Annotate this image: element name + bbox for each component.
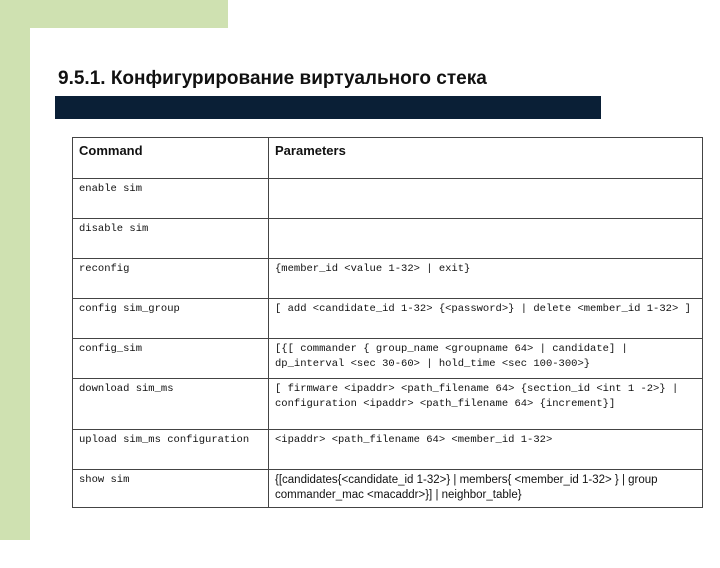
parameters-cell: {member_id <value 1-32> | exit} (269, 259, 703, 299)
table-row (73, 299, 703, 339)
command-table (72, 137, 703, 508)
command-cell: enable sim (73, 179, 269, 219)
table-row (73, 219, 703, 259)
command-cell: reconfig (73, 259, 269, 299)
parameters-cell: [ add <candidate_id 1-32> {<password>} | delete <member_id 1-32> ] (269, 299, 703, 339)
table-row (73, 379, 703, 430)
table-row (73, 179, 703, 219)
table-row (73, 259, 703, 299)
parameters-cell (269, 219, 703, 259)
decorative-accent-top (0, 0, 228, 28)
parameters-cell: [ firmware <ipaddr> <path_filename 64> {section_id <int 1 -2>} | configuration <ipaddr> <path_filename 64> {increment}] (269, 379, 703, 430)
command-cell: disable sim (73, 219, 269, 259)
decorative-accent-left (0, 0, 30, 540)
command-cell: config sim_group (73, 299, 269, 339)
parameters-cell: {[candidates{<candidate_id 1-32>} | members{ <member_id 1-32> } | group commander_mac <macaddr>}] | neighbor_table} (269, 470, 703, 508)
parameters-cell (269, 179, 703, 219)
table-row (73, 430, 703, 470)
header-parameters: Parameters (269, 138, 703, 179)
parameters-cell: <ipaddr> <path_filename 64> <member_id 1-32> (269, 430, 703, 470)
command-cell: upload sim_ms configuration (73, 430, 269, 470)
command-cell: show sim (73, 470, 269, 508)
title-underline-bar (55, 96, 601, 119)
parameters-cell: [{[ commander { group_name <groupname 64> | candidate] | dp_interval <sec 30-60> | hold_time <sec 100-300>} (269, 339, 703, 379)
table-row (73, 470, 703, 508)
slide-title: 9.5.1. Конфигурирование виртуального стека (58, 68, 487, 89)
header-command: Command (73, 138, 269, 179)
command-cell: download sim_ms (73, 379, 269, 430)
command-cell: config_sim (73, 339, 269, 379)
table-header-row (73, 138, 703, 179)
table-row (73, 339, 703, 379)
